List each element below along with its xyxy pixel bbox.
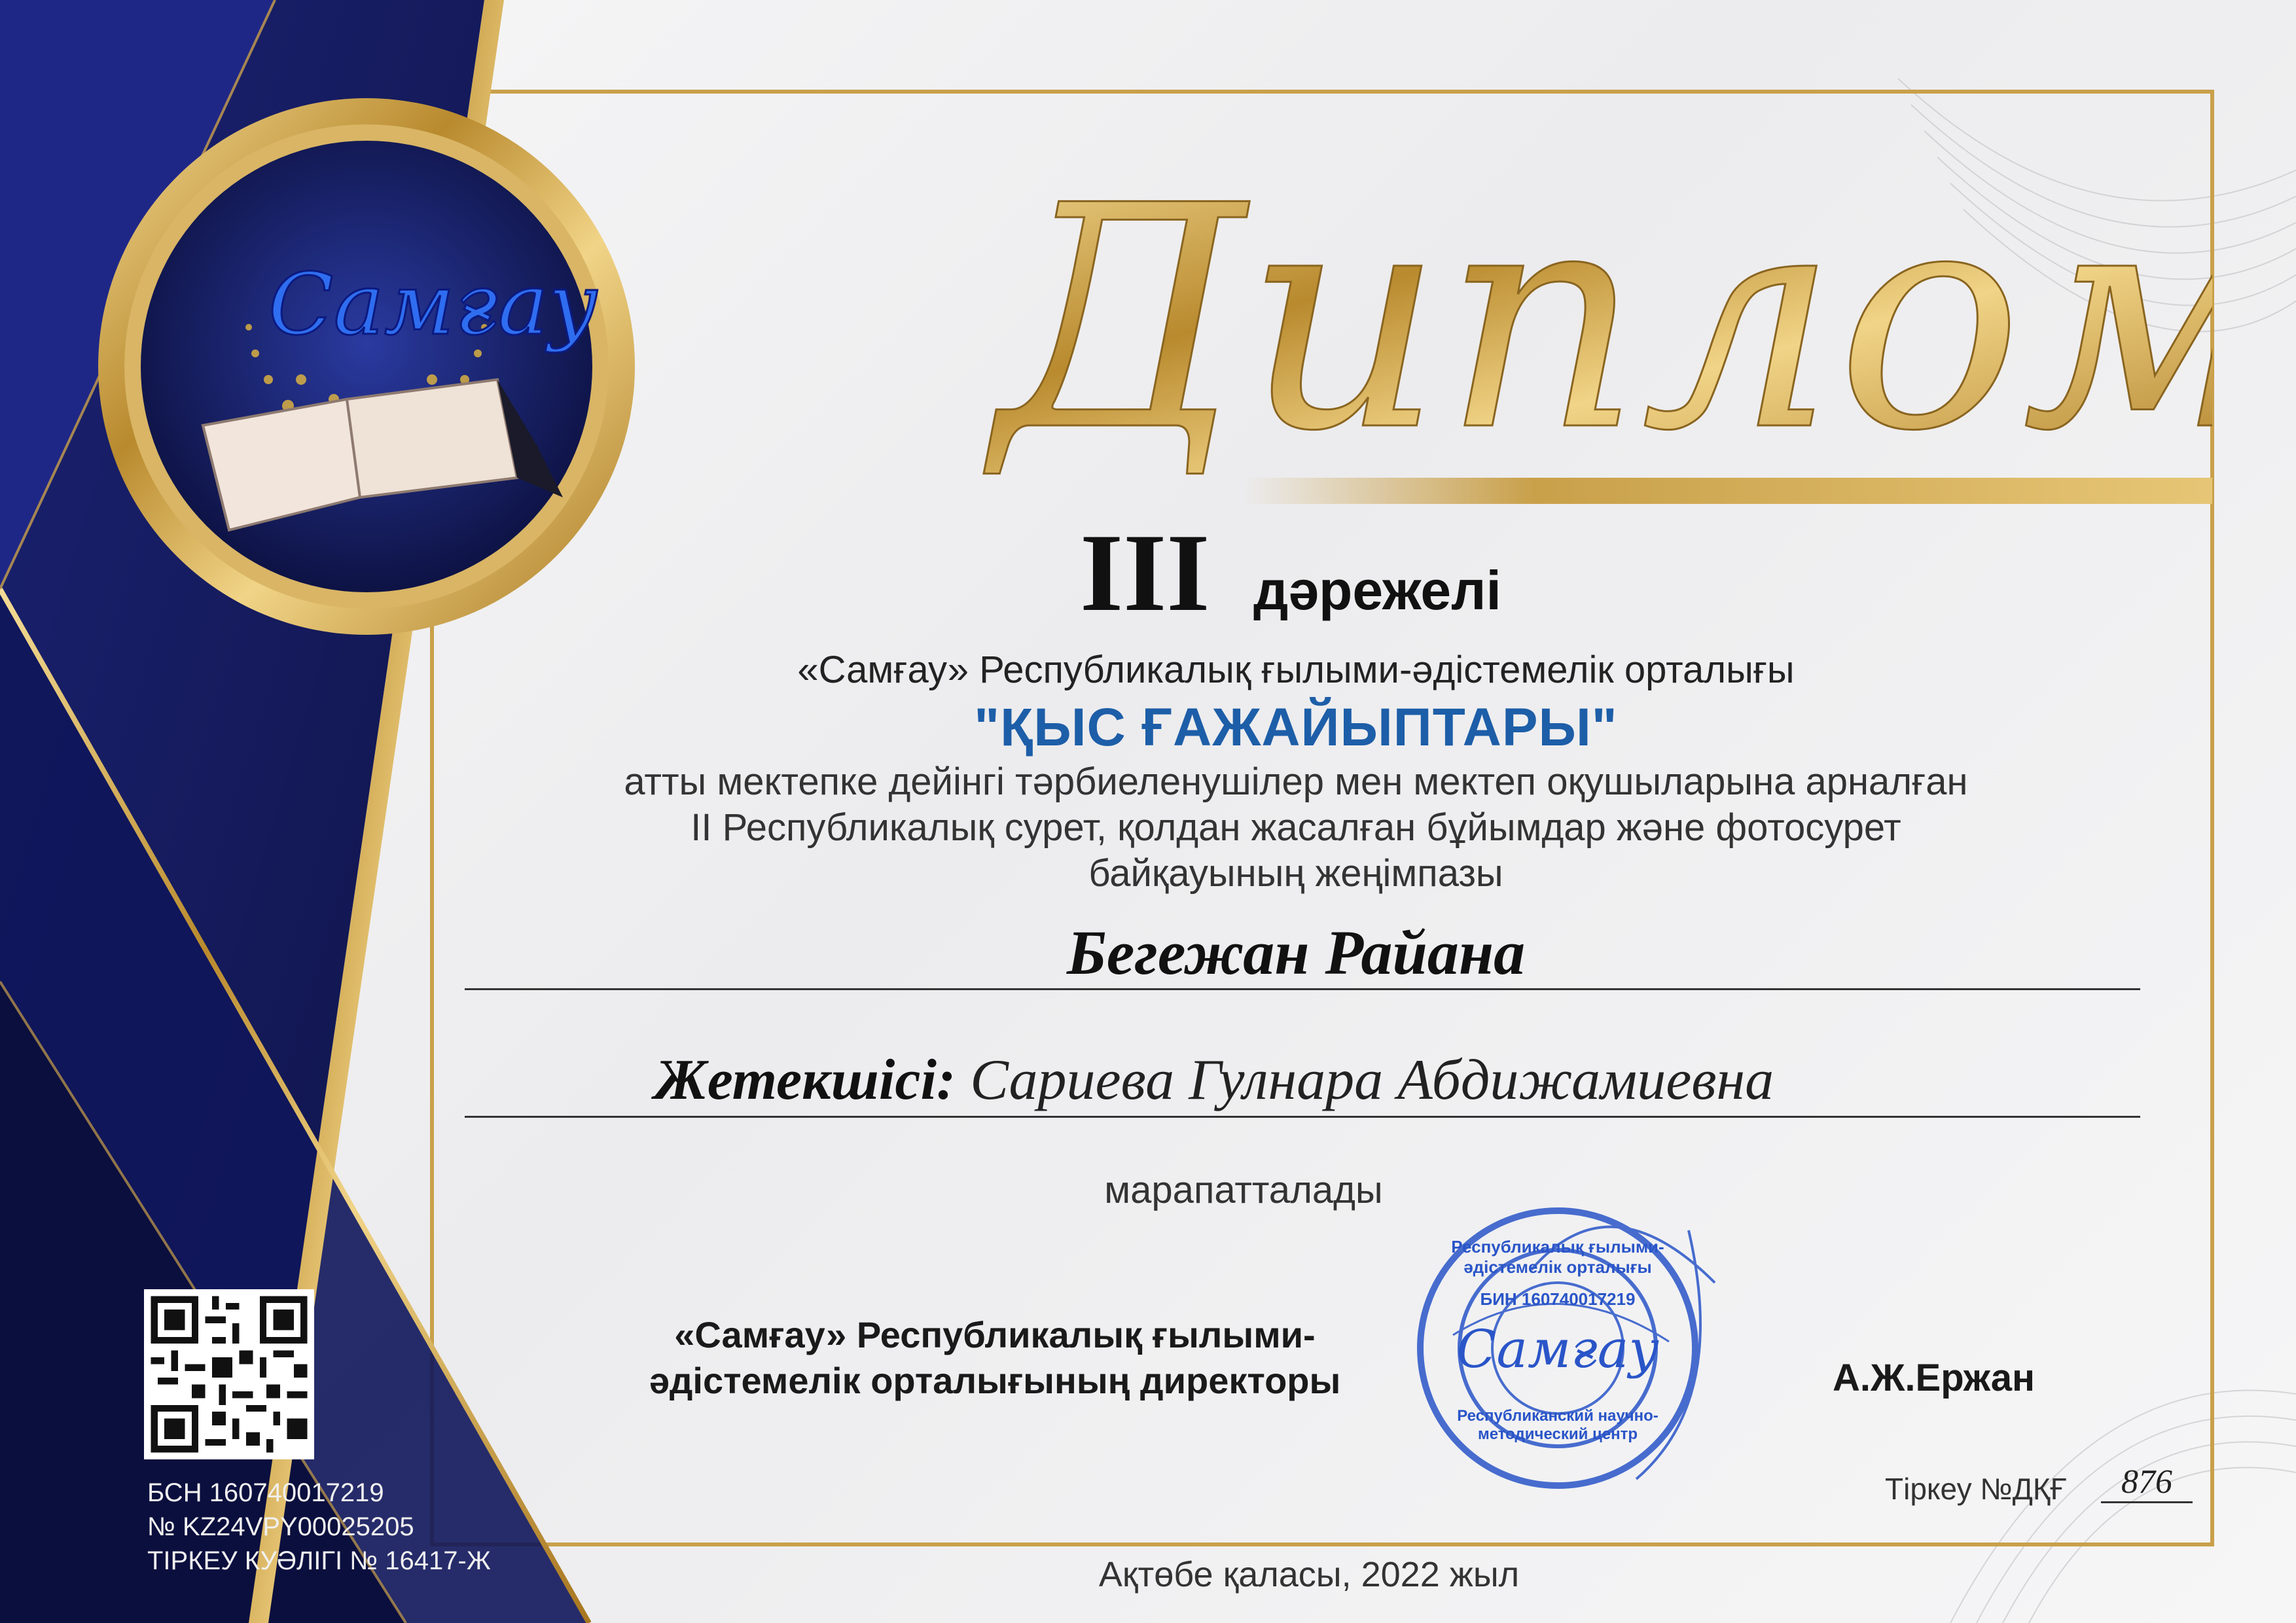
contest-title: "ҚЫС ҒАЖАЙЫПТАРЫ" [974,698,1618,757]
rank-word: дәрежелі [1253,560,1501,621]
org-bsn: БСН 160740017219 [147,1478,384,1507]
awarded-text: марапатталады [1104,1169,1383,1211]
city-year: Ақтөбе қаласы, 2022 жыл [1098,1555,1520,1594]
supervisor-line [655,1047,1964,1113]
stamp-bin: БИН 160740017219 [1480,1289,1636,1309]
winner-underline [465,988,2140,990]
diploma-heading-text: Диплом [995,140,2212,491]
description-line-1: атты мектепке дейінгі тәрбиеленушілер мен мектеп оқушыларына арналған [624,760,1968,803]
stamp-text [1407,1204,1708,1479]
supervisor-name: Сариева Гулнара Абдижамиевна [970,1048,1774,1112]
organization-logo [98,98,635,635]
registration-number: 876 [2101,1463,2193,1503]
winner-name: Бегежан Райана [1066,918,1526,988]
description-line-3: байқауының жеңімпазы [1088,852,1503,895]
director-title-line-1: «Самғау» Республикалық ғылыми- [674,1314,1316,1355]
stamp-center: Самғау [1456,1319,1659,1380]
organization-info [147,1476,491,1578]
director-name: А.Ж.Ержан [1833,1357,2036,1399]
qr-code [144,1289,314,1459]
supervisor-underline [465,1116,2140,1118]
stamp-outer-text: Республикалық ғылыми-әдістемелік орталығы [1451,1237,1664,1277]
director-title [576,1312,1414,1404]
diploma-heading [969,59,2212,491]
registration-label: Тіркеу №ДҚҒ [1885,1472,2067,1506]
director-title-line-2: әдістемелік орталығының директоры [649,1360,1341,1401]
org-certificate: ТІРКЕУ КУӘЛІГІ № 16417-Ж [147,1546,491,1575]
description-line-2: II Республикалық сурет, қолдан жасалған бұйымдар және фотосурет [691,806,1901,849]
contest-description [393,759,2199,897]
rank-numeral: III [1080,511,1210,634]
stamp-bottom-text: Республиканский научно-методический центр [1457,1407,1659,1443]
logo-text: Самғау [268,255,598,354]
organization-line: «Самғау» Республикалық ғылыми-әдістемелік орталығы [797,649,1795,691]
supervisor-label: Жетекшісі: [655,1048,956,1112]
org-account: № KZ24VPY00025205 [147,1512,414,1541]
